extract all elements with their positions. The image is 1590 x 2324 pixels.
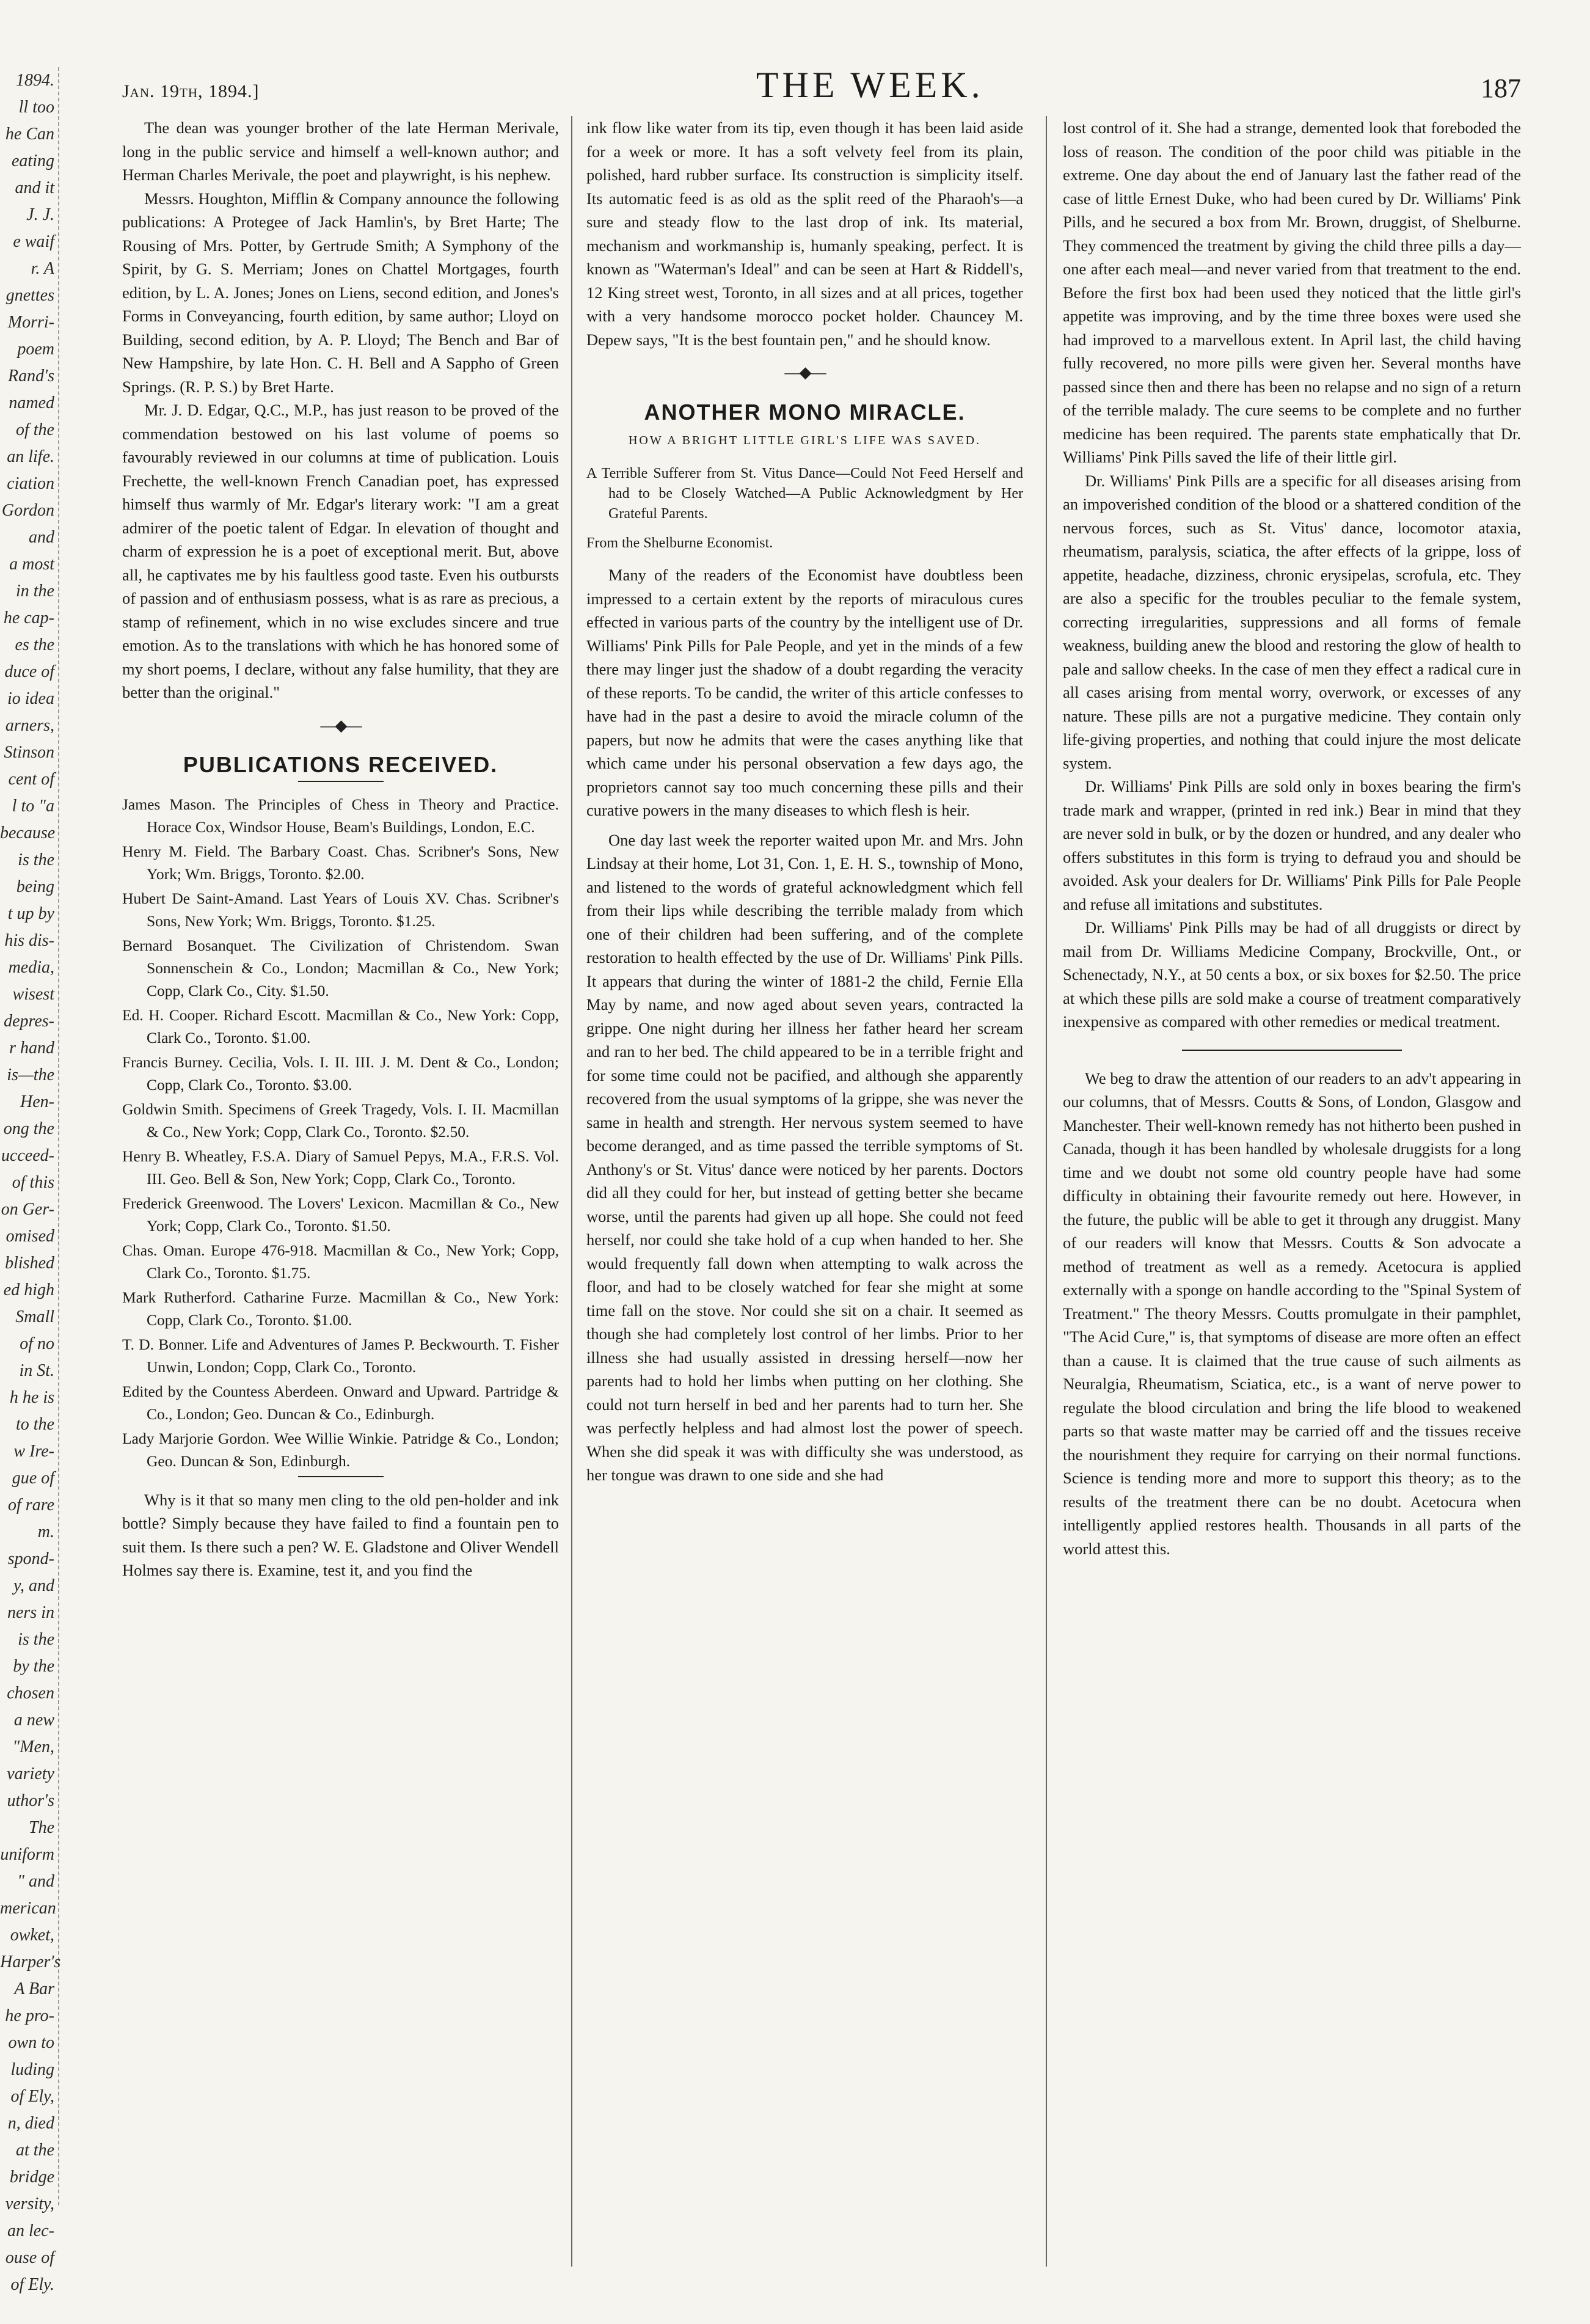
merivale-paragraph: The dean was younger brother of the late Herman Merivale, long in the public service and himself a well-known author; and Herman Charles Merivale, the poet and playwright, is his nephew. <box>122 119 559 184</box>
publication-entry: Henry B. Wheatley, F.S.A. Diary of Samuel Pepys, M.A., F.R.S. Vol. III. Geo. Bell & Son, New York; Copp, Clark Co., Toronto. <box>122 1147 559 1188</box>
bleed-fragment: ners in <box>7 1603 54 1622</box>
bleed-fragment: Morri- <box>7 313 54 332</box>
fountain-pen-continued: ink flow like water from its tip, even though it has been laid aside for a week or more. It has a soft velvety feel from its plain, polished, hard rubber surface. Its construction is simplicity itself. Its automatic feed is as old as the split reed of the Pharaoh's—a sure and steady flow to the last drop of ink. Its material, mechanism and workmanship is, humanly speaking, perfect. It is known as "Waterman's Ideal" and can be seen at Hart & Riddell's, 12 King street west, Toronto, in all sizes and at all prices, together with a very handsome morocco pocket holder. Chauncey M. Depew says, "It is the best fountain pen," and he should know. <box>586 119 1023 349</box>
bleed-fragment: ll too <box>18 98 54 117</box>
bleed-fragment: Harper's <box>0 1953 61 1971</box>
bleed-fragment: blished <box>5 1254 54 1273</box>
bleed-fragment: named <box>9 393 54 412</box>
bleed-fragment: depres- <box>4 1012 54 1031</box>
bleed-fragment: variety <box>7 1764 54 1783</box>
publications-heading: PUBLICATIONS RECEIVED. <box>183 752 498 777</box>
publication-entry: T. D. Bonner. Life and Adventures of James P. Beckwourth. T. Fisher Unwin, London; Copp, Clark Co., Toronto. <box>122 1335 559 1376</box>
publication-entry: Edited by the Countess Aberdeen. Onward and Upward. Partridge & Co., London; Geo. Duncan & Co., Edinburgh. <box>122 1382 559 1423</box>
publication-entry: Ed. H. Cooper. Richard Escott. Macmillan & Co., New York: Copp, Clark Co., Toronto. $1.00. <box>122 1006 559 1047</box>
bleed-fragment: of the <box>16 420 54 439</box>
bleed-fragment: 1894. <box>16 71 54 90</box>
bleed-fragment: is—the <box>7 1065 54 1084</box>
bleed-fragment: is the <box>18 1630 54 1649</box>
bleed-fragment: Gordon <box>1 501 54 520</box>
article-title: ANOTHER MONO MIRACLE. <box>644 399 966 425</box>
column-divider <box>1046 116 1047 2267</box>
heading-rule <box>298 781 384 782</box>
bleed-fragment: of no <box>20 1334 54 1353</box>
bleed-fragment: in St. <box>19 1361 54 1380</box>
bleed-fragment: omised <box>5 1227 54 1246</box>
pink-pills-trademark-paragraph: Dr. Williams' Pink Pills are sold only in boxes bearing the firm's trade mark and wrapper, (printed in red ink.) Bear in mind that they are never sold in bulk, or by the dozen or hundred, and any dealer who offers substitutes in this form is trying to defraud you and should be avoided. Ask your dealers for Dr. Williams' Pink Pills for Pale People and refuse all imitations and substitutes. <box>1063 777 1521 913</box>
bleed-fragment: spond- <box>7 1549 54 1568</box>
publication-entry: Mark Rutherford. Catharine Furze. Macmillan & Co., New York: Copp, Clark Co., Toronto. $1.00. <box>122 1288 559 1329</box>
pink-pills-price-paragraph: Dr. Williams' Pink Pills may be had of all druggists or direct by mail from Dr. Williams Medicine Company, Brockville, Ont., or Schenectady, N.Y., at 50 cents a box, or six boxes for $2.50. The price at which these pills are sold make a course of treatment comparatively inexpensive as compared with other remedies or medical treatment. <box>1063 918 1521 1031</box>
bleed-fragment: own to <box>8 2033 54 2052</box>
bleed-fragment: to the <box>16 1415 54 1434</box>
bleed-fragment: "Men, <box>12 1738 54 1756</box>
publication-entry: Goldwin Smith. Specimens of Greek Tragedy, Vols. I. II. Macmillan & Co., New York; Copp, Clark Co., Toronto. $2.50. <box>122 1100 559 1141</box>
bleed-fragment: of this <box>12 1173 54 1192</box>
bleed-fragment: being <box>16 877 54 896</box>
bleed-fragment: of Ely, <box>10 2087 54 2106</box>
publication-entry: Hubert De Saint-Amand. Last Years of Louis XV. Chas. Scribner's Sons, New York; Wm. Briggs, Toronto. $1.25. <box>122 889 559 930</box>
bleed-fragment: uthor's <box>7 1791 54 1810</box>
bleed-fragment: his dis- <box>4 931 54 950</box>
bleed-fragment: of Ely. <box>10 2275 54 2294</box>
bleed-fragment: poem <box>17 340 54 359</box>
bleed-fragment: gue of <box>12 1469 54 1488</box>
bleed-fragment: arners, <box>5 716 54 735</box>
bleed-fragment: io idea <box>7 689 54 708</box>
bleed-fragment: wisest <box>12 985 54 1004</box>
column-3 <box>1063 116 1521 2291</box>
bleed-fragment: an life. <box>7 447 54 466</box>
article-paragraph: One day last week the reporter waited upon Mr. and Mrs. John Lindsay at their home, Lot 31, Con. 1, E. H. S., township of Mono, and listened to the words of grateful acknowledgment which fell from their lips while describing the terrible malady from which one of their children had been suffering, and of the complete restoration to health effected by the use of Dr. Williams' Pink Pills. It appears that during the winter of 1881-2 the child, Fernie Ella May by name, and now aged about seven years, contracted la grippe. One night during her illness her father heard her scream and ran to her bed. The child appeared to be in a terrible fright and for some time could not be pacified, and although she apparently recovered from the usual symptoms of la grippe, she was never the same in health and strength. Her nervous system seemed to have become deranged, and as time passed the terrible symptoms of St. Anthony's or St. Vitus' dance were noticed by her parents. Doctors did all they could for her, but instead of getting better she became worse, until the parents had given up all hope. She could not feed herself, nor could she take hold of a cup when handed to her. She would frequently fall down when attempting to walk across the floor, and had to be closely watched for fear she might at some time fall on the stove. Nor could she sit on a chair. It seemed as though she had completely lost control of her limbs. Prior to her illness she had usually assisted in dressing herself—now her parents had to hold her limbs when putting on her clothing. She could not turn herself in bed and her parents had to turn her. She was perfectly helpless and had almost lost the power of speech. When she did speak it was with difficulty she was understood, as her tongue was drawn to one side and she had <box>586 830 1023 1484</box>
bleed-fragment: by the <box>13 1657 54 1676</box>
bleed-fragment: an lec- <box>7 2221 54 2240</box>
header-date: Jan. 19th, 1894.] <box>122 81 260 101</box>
bleed-fragment: y, and <box>13 1576 54 1595</box>
bleed-fragment: a most <box>9 555 54 574</box>
bleed-fragment: ouse of <box>5 2248 54 2267</box>
bleed-fragment: A Bar <box>14 1979 54 1998</box>
bleed-fragment: a new <box>13 1711 54 1730</box>
bleed-fragment: chosen <box>7 1684 54 1703</box>
bleed-fragment: Rand's <box>8 367 54 386</box>
bleed-fragment: he cap- <box>3 608 54 627</box>
edgar-paragraph: Mr. J. D. Edgar, Q.C., M.P., has just reason to be proved of the commendation bestowed on his last volume of poems so favourably reviewed in our columns at time of publication. Louis Frechette, the well-known French Canadian poet, has expressed himself thus warmly of Mr. Edgar's literary work: "I am a great admirer of the poetic talent of Edgar. In elevation of thought and charm of expression he is a poet of exceptional merit. But, above all, he captivates me by his faultless good taste. Even his outbursts of passion and of enthusiasm possess, what is as rare as precious, a stamp of refinement, which in no wise excludes sincere and true emotion. As to the translations with which he has honored some of my short poems, I declare, without any false humility, that they are better than the original." <box>122 401 559 701</box>
page-number: 187 <box>1481 73 1521 103</box>
pink-pills-specific-paragraph: Dr. Williams' Pink Pills are a specific for all diseases arising from an impoverished condition of the blood or a shattered condition of the nervous forces, such as St. Vitus' dance, locomotor ataxia, rheumatism, paralysis, sciatica, the after effects of la grippe, loss of appetite, headache, dizziness, chronic erysipelas, scrofula, etc. They are also a specific for the troubles peculiar to the female system, correcting irregularities, suppressions and all forms of female weakness, building anew the blood and restoring the glow of health to pale and sallow cheeks. In the case of men they effect a radical cure in all cases arising from mental worry, overwork, or excesses of any nature. These pills are not a purgative medicine. They contain only life-giving properties, and nothing that could injure the most delicate system. <box>1063 471 1521 772</box>
bleed-fragment: owket, <box>10 1926 54 1945</box>
bleed-fragment: and it <box>15 178 54 197</box>
bleed-fragment: Hen- <box>20 1092 54 1111</box>
article-source: From the Shelburne Economist. <box>586 535 773 551</box>
bleed-fragment: m. <box>37 1522 54 1541</box>
section-rule <box>298 1476 384 1477</box>
article-paragraph: Many of the readers of the Economist have doubtless been impressed to a certain extent by the reports of miraculous cures effected in various parts of the country by the intelligent use of Dr. Williams' Pink Pills for Pale People, and yet in the minds of a few there may linger just the shadow of a doubt regarding the veracity of these reports. To be candid, the writer of this article confesses to have had in the past a desire to avoid the miracle column of the papers, but now he admits that were the cases anything like that which came under his personal observation a few days ago, the proprietors cannot say too much concerning these pills and their curative powers in the many diseases to which flesh is heir. <box>586 566 1023 819</box>
section-ornament: —◆— <box>320 716 361 734</box>
bleed-fragment: and <box>29 528 54 547</box>
fountain-pen-paragraph: Why is it that so many men cling to the old pen-holder and ink bottle? Simply because they have failed to find a fountain pen to suit them. Is there such a pen? W. E. Gladstone and Oliver Wendell Holmes say there is. Examine, test it, and you find the <box>122 1490 559 1579</box>
bleed-fragment: ed high <box>3 1281 54 1299</box>
bleed-fragment: es the <box>15 635 54 654</box>
article-deck: A Terrible Sufferer from St. Vitus Dance—Could Not Feed Herself and had to be Closely Watched—A Public Acknowledgment by Her Grateful Parents. <box>586 465 1023 522</box>
publication-entry: Henry M. Field. The Barbary Coast. Chas. Scribner's Sons, New York; Wm. Briggs, Toronto. $2.00. <box>122 842 559 883</box>
bleed-fragment: bridge <box>9 2168 54 2187</box>
article-continued: lost control of it. She had a strange, demented look that foreboded the loss of reason. The condition of the poor child was pitiable in the extreme. One day about the end of January last the father read of the case of little Ernest Duke, who had been cured by Dr. Williams' Pink Pills, and he secured a box from Mr. Brown, druggist, of Shelburne. They commenced the treatment by giving the child three pills a day—one after each meal—and never varied from that treatment to the end. Before the first box had been used they noticed that the little girl's appetite was improving, and by the time three boxes were used she had improved to a marvellous extent. In April last, the child having fully recovered, no more pills were given her. Several months have passed since then and there has been no relapse and no sign of a return of the terrible malady. The cure seems to be complete and no further medicine has been required. The parents state emphatically that Dr. Williams' Pink Pills saved the life of their little girl. <box>1063 119 1521 466</box>
bleed-fragment: t up by <box>7 904 54 923</box>
publication-entry: Frederick Greenwood. The Lovers' Lexicon. Macmillan & Co., New York; Copp, Clark Co., Toronto. $1.50. <box>122 1194 559 1235</box>
bleed-fragment: uniform <box>0 1845 54 1864</box>
bleed-fragment: in the <box>16 582 54 601</box>
column-1 <box>122 116 559 2291</box>
bleed-fragment: Small <box>15 1307 54 1326</box>
bleed-fragment: J. J. <box>26 205 54 224</box>
bleed-fragment: gnettes <box>5 286 54 305</box>
bleed-fragment: media, <box>8 958 54 977</box>
bleed-fragment: duce of <box>4 662 54 681</box>
bleed-fragment: " and <box>17 1872 54 1891</box>
bleed-fragment: Stinson <box>4 743 54 762</box>
bleed-fragment: of rare <box>8 1496 54 1515</box>
bleed-fragment: w Ire- <box>13 1442 54 1461</box>
masthead-title: THE WEEK. <box>756 65 984 105</box>
bleed-fragment: l to "a <box>12 797 54 816</box>
bleed-fragment: merican <box>0 1899 56 1918</box>
bleed-fragment: cent of <box>8 770 54 789</box>
houghton-paragraph: Messrs. Houghton, Mifflin & Company announce the following publications: A Protegee of Jack Hamlin's, by Bret Harte; The Rousing of Mrs. Potter, by Gertrude Smith; A Symphony of the Spirit, by G. S. Merriam; Jones on Chattel Mortgages, fourth edition, by L. A. Jones; Jones on Liens, second edition, and Jones's Forms in Conveyancing, fourth edition, by same author; Lloyd on Building, second edition, by A. P. Lloyd; The Bench and Bar of New Hampshire, by late Hon. C. H. Bell and A Sappho of Green Springs. (R. P. S.) by Bret Harte. <box>122 189 559 396</box>
bleed-fragment: The <box>29 1818 54 1837</box>
publication-entry: Francis Burney. Cecilia, Vols. I. II. III. J. M. Dent & Co., London; Copp, Clark Co., Toronto. $3.00. <box>122 1053 559 1094</box>
bleed-fragment: luding <box>10 2060 54 2079</box>
bleed-fragment: at the <box>16 2141 54 2160</box>
bleed-fragment: because <box>0 824 56 842</box>
article-subhead: HOW A BRIGHT LITTLE GIRL'S LIFE WAS SAVED. <box>628 434 982 447</box>
publications-list <box>122 793 559 1472</box>
bleed-fragment: h he is <box>9 1388 54 1407</box>
bleed-fragment: versity, <box>5 2194 54 2213</box>
publication-entry: Chas. Oman. Europe 476-918. Macmillan & Co., New York; Copp, Clark Co., Toronto. $1.75. <box>122 1241 559 1282</box>
bleed-fragment: he Can <box>5 125 54 144</box>
publication-entry: James Mason. The Principles of Chess in Theory and Practice. Horace Cox, Windsor House, Beam's Buildings, London, E.C. <box>122 795 559 836</box>
bleed-fragment: n, died <box>7 2114 54 2133</box>
coutts-paragraph: We beg to draw the attention of our readers to an adv't appearing in our columns, that of Messrs. Coutts & Sons, of London, Glasgow and Manchester. Their well-known remedy has not hitherto been pushed in Canada, though it has been handled by wholesale druggists for a long time and we doubt not some old country people have had some difficulty in obtaining their favourite remedy out here. However, in the future, the public will be able to get it through any druggist. Many of our readers will know that Messrs. Coutts & Son advocate a method of treatment as well as a remedy. Acetocura is applied externally with a sponge on handle according to the "Spinal System of Treatment." The theory Messrs. Coutts promulgate in their pamphlet, "The Acid Cure," is, that symptoms of disease are more often an effect than a cause. It is claimed that the true cause of such ailments as Neuralgia, Rheumatism, Sciatica, etc., is a want of nerve power to regulate the blood circulation and bring the life blood to weakened parts so that waste matter may be carried off and the tissues receive the nourishment they require for carrying on their normal functions. Science is tending more and more to support this theory; as to the results of the treatment there can be no doubt. Acetocura when intelligently applied restores health. Thousands in all parts of the world attest this. <box>1063 1069 1521 1558</box>
page-header <box>122 64 1521 113</box>
bleed-fragment: is the <box>18 850 54 869</box>
bleed-fragment: ong the <box>3 1119 54 1138</box>
column-2 <box>586 116 1023 2291</box>
bleed-fragment: r hand <box>9 1039 54 1058</box>
bleed-fragment: e waif <box>13 232 54 251</box>
bleed-fragment: r. A <box>31 259 54 278</box>
bleed-fragment: ucceed- <box>1 1146 54 1165</box>
bleed-fragment: ciation <box>7 474 54 493</box>
bleed-fragment: eating <box>12 152 54 170</box>
section-ornament: —◆— <box>784 364 825 381</box>
bleed-fragment: on Ger- <box>1 1200 54 1219</box>
publication-entry: Bernard Bosanquet. The Civilization of Christendom. Swan Sonnenschein & Co., London; Macmillan & Co., New York; Copp, Clark Co., City. $1.50. <box>122 936 559 999</box>
adjacent-page-bleed <box>0 67 61 2294</box>
section-rule <box>1182 1050 1402 1051</box>
publication-entry: Lady Marjorie Gordon. Wee Willie Winkie. Patridge & Co., London; Geo. Duncan & Son, Edinburgh. <box>122 1429 559 1470</box>
column-divider <box>571 116 572 2267</box>
bleed-fragment: he pro- <box>5 2006 54 2025</box>
